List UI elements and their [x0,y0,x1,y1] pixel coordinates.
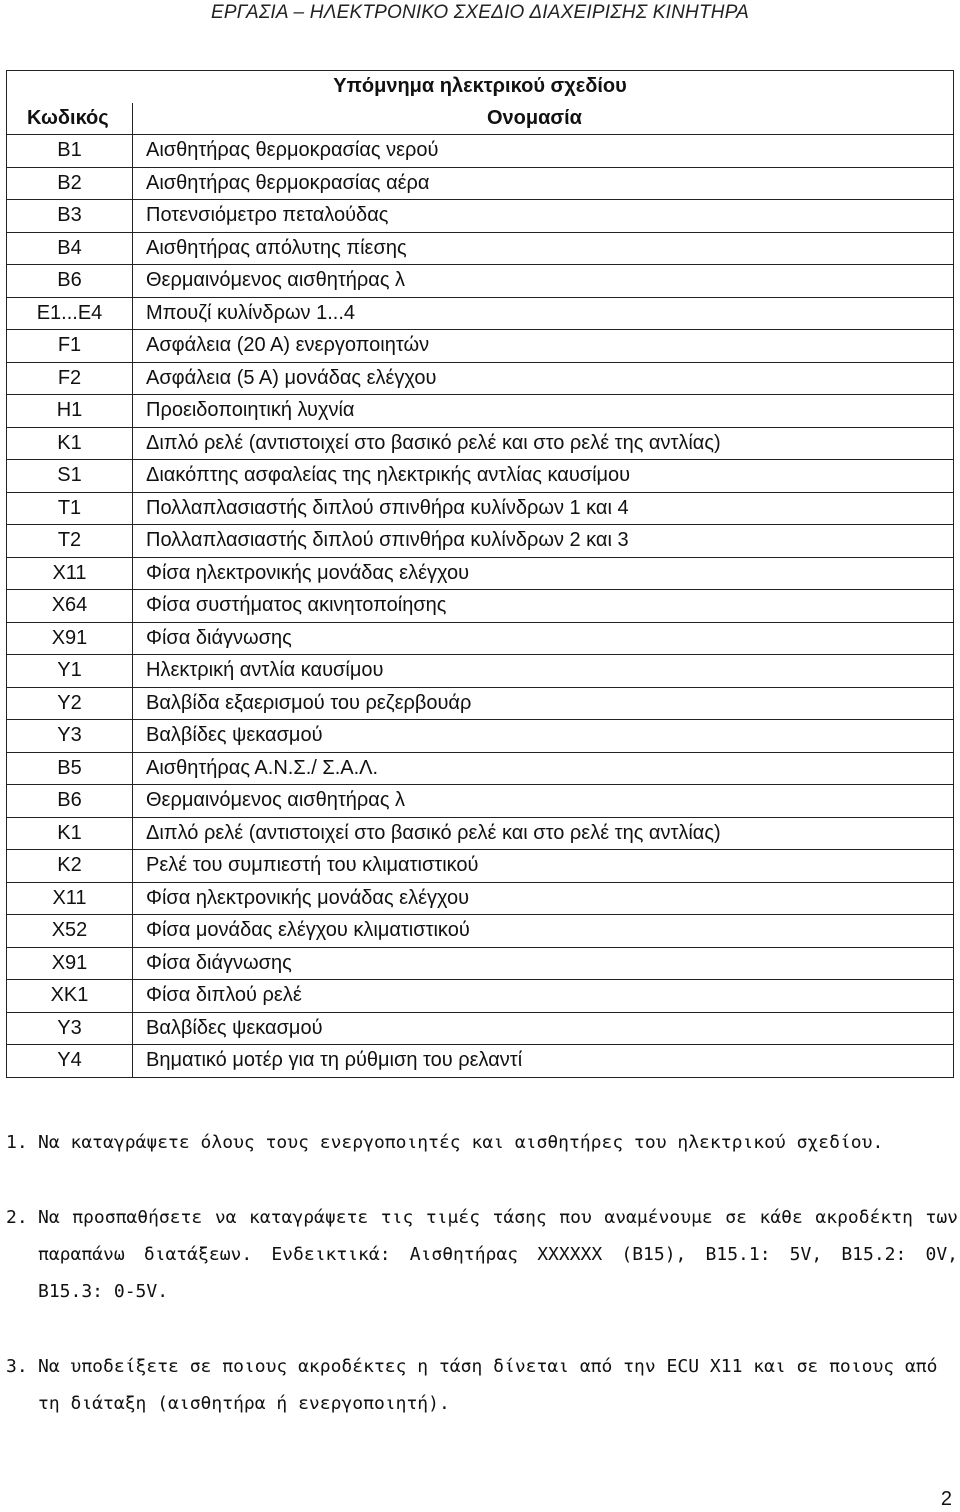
row-name: Μπουζί κυλίνδρων 1...4 [133,297,954,330]
row-name: Διπλό ρελέ (αντιστοιχεί στο βασικό ρελέ και στο ρελέ της αντλίας) [133,817,954,850]
table-row [7,687,954,720]
table-row [7,362,954,395]
table-row [7,167,954,200]
question-item [6,1124,958,1161]
question-number: 2. [6,1207,28,1228]
table-row [7,395,954,428]
page-header-title: ΕΡΓΑΣΙΑ – ΗΛΕΚΤΡΟΝΙΚΟ ΣΧΕΔΙΟ ΔΙΑΧΕΙΡΙΣΗΣ ΚΙΝΗΤΗΡΑ [210,2,750,23]
row-code: K2 [7,850,133,883]
row-code: F2 [7,362,133,395]
table-row [7,330,954,363]
row-code: X91 [7,947,133,980]
table-row [7,655,954,688]
table-row [7,460,954,493]
question-item [6,1348,958,1422]
row-name: Πολλαπλασιαστής διπλού σπινθήρα κυλίνδρων 1 και 4 [133,492,954,525]
table-row [7,850,954,883]
table-row [7,265,954,298]
row-code: K1 [7,427,133,460]
row-code: Y3 [7,720,133,753]
question-text: Να υποδείξετε σε ποιους ακροδέκτες η τάση δίνεται από την ECU X11 και σε ποιους από τη διάταξη (αισθητήρα ή ενεργοποιητή). [38,1356,938,1414]
table-row [7,297,954,330]
row-code: B6 [7,785,133,818]
row-name: Βαλβίδες ψεκασμού [133,720,954,753]
table-row [7,1045,954,1078]
row-code: XK1 [7,980,133,1013]
table-row [7,882,954,915]
row-code: B3 [7,200,133,233]
row-name: Φίσα ηλεκτρονικής μονάδας ελέγχου [133,882,954,915]
legend-caption: Υπόμνημα ηλεκτρικού σχεδίου [7,71,954,103]
row-name: Θερμαινόμενος αισθητήρας λ [133,785,954,818]
question-text: Να προσπαθήσετε να καταγράψετε τις τιμές τάσης που αναμένουμε σε κάθε ακροδέκτη των παραπάνω διατάξεων. Ενδεικτικά: Αισθητήρας ΧΧΧΧΧΧ (Β15), Β15.1: 5V, Β15.2: 0V, B15.3: 0-5V. [38,1207,958,1302]
row-code: X64 [7,590,133,623]
row-name: Φίσα μονάδας ελέγχου κλιματιστικού [133,915,954,948]
row-code: Y1 [7,655,133,688]
row-code: H1 [7,395,133,428]
table-row [7,232,954,265]
table-row [7,817,954,850]
questions-section [6,1124,958,1422]
table-row [7,135,954,168]
row-name: Προειδοποιητική λυχνία [133,395,954,428]
row-name: Διπλό ρελέ (αντιστοιχεί στο βασικό ρελέ και στο ρελέ της αντλίας) [133,427,954,460]
row-name: Φίσα διάγνωσης [133,947,954,980]
page-number: 2 [940,1488,952,1510]
row-code: B2 [7,167,133,200]
row-name: Θερμαινόμενος αισθητήρας λ [133,265,954,298]
table-row [7,785,954,818]
row-code: S1 [7,460,133,493]
row-name: Φίσα συστήματος ακινητοποίησης [133,590,954,623]
row-code: E1...E4 [7,297,133,330]
question-number: 3. [6,1356,28,1377]
row-code: F1 [7,330,133,363]
row-name: Ασφάλεια (20 Α) ενεργοποιητών [133,330,954,363]
row-name: Βαλβίδα εξαερισμού του ρεζερβουάρ [133,687,954,720]
row-code: B6 [7,265,133,298]
row-code: T1 [7,492,133,525]
table-row [7,752,954,785]
row-code: X52 [7,915,133,948]
table-row [7,622,954,655]
row-code: X11 [7,882,133,915]
row-code: B4 [7,232,133,265]
column-header-code: Κωδικός [7,103,133,135]
row-name: Ασφάλεια (5 Α) μονάδας ελέγχου [133,362,954,395]
legend-body [7,135,954,1078]
table-row [7,427,954,460]
row-code: Y4 [7,1045,133,1078]
table-row [7,557,954,590]
row-name: Ηλεκτρική αντλία καυσίμου [133,655,954,688]
question-number: 1. [6,1132,28,1153]
row-name: Ποτενσιόμετρο πεταλούδας [133,200,954,233]
question-text: Να καταγράψετε όλους τους ενεργοποιητές και αισθητήρες του ηλεκτρικού σχεδίου. [38,1132,884,1153]
row-name: Φίσα διπλού ρελέ [133,980,954,1013]
table-row [7,980,954,1013]
row-name: Αισθητήρας Α.Ν.Σ./ Σ.Α.Λ. [133,752,954,785]
column-header-name: Ονομασία [133,103,954,135]
row-code: B1 [7,135,133,168]
row-name: Διακόπτης ασφαλείας της ηλεκτρικής αντλίας καυσίμου [133,460,954,493]
row-code: Y3 [7,1012,133,1045]
row-name: Ρελέ του συμπιεστή του κλιματιστικού [133,850,954,883]
row-name: Βαλβίδες ψεκασμού [133,1012,954,1045]
row-name: Πολλαπλασιαστής διπλού σπινθήρα κυλίνδρων 2 και 3 [133,525,954,558]
table-row [7,200,954,233]
table-row [7,525,954,558]
row-code: Y2 [7,687,133,720]
row-name: Φίσα διάγνωσης [133,622,954,655]
row-name: Αισθητήρας απόλυτης πίεσης [133,232,954,265]
table-row [7,720,954,753]
table-row [7,915,954,948]
question-item [6,1199,958,1310]
legend-table [6,70,954,1078]
row-code: X91 [7,622,133,655]
row-name: Βηματικό μοτέρ για τη ρύθμιση του ρελαντί [133,1045,954,1078]
row-name: Φίσα ηλεκτρονικής μονάδας ελέγχου [133,557,954,590]
table-row [7,492,954,525]
table-row [7,590,954,623]
row-code: X11 [7,557,133,590]
row-name: Αισθητήρας θερμοκρασίας νερού [133,135,954,168]
row-code: B5 [7,752,133,785]
table-row [7,947,954,980]
table-row [7,1012,954,1045]
row-name: Αισθητήρας θερμοκρασίας αέρα [133,167,954,200]
row-code: T2 [7,525,133,558]
row-code: K1 [7,817,133,850]
